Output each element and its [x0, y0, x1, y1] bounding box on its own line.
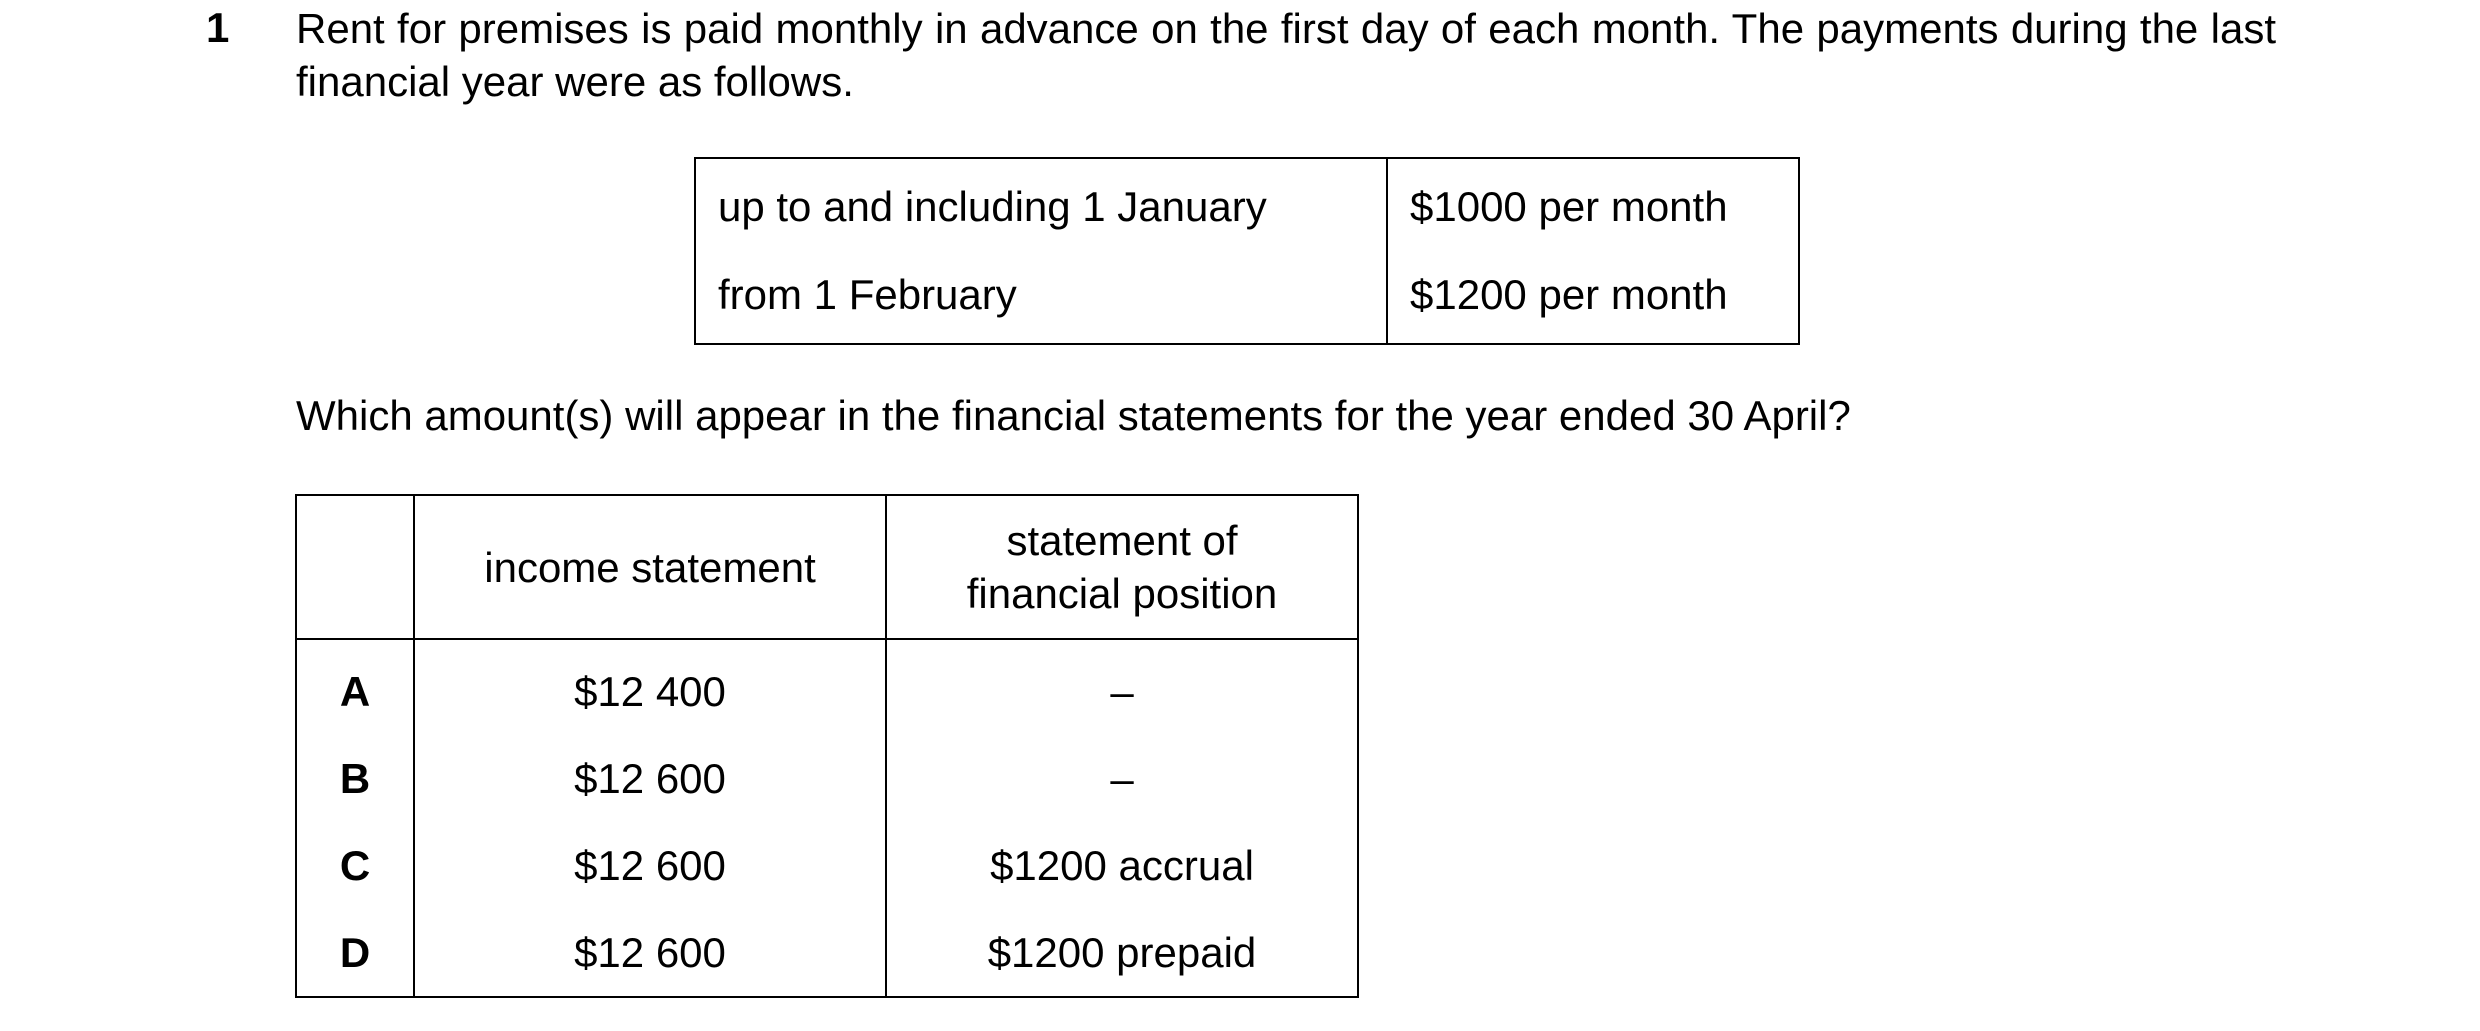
- rent-amount-cell: $1000 per month: [1387, 158, 1799, 251]
- option-row-a[interactable]: [296, 639, 1358, 735]
- rent-payments-table: [694, 157, 1800, 345]
- income-statement-value: $12 600: [414, 822, 886, 909]
- option-letter: B: [296, 735, 414, 822]
- financial-position-header: [886, 495, 1358, 639]
- income-statement-value: $12 400: [414, 639, 886, 735]
- financial-position-value: –: [886, 639, 1358, 735]
- financial-position-value: $1200 prepaid: [886, 909, 1358, 997]
- table-header-row: [296, 495, 1358, 639]
- table-row: [695, 251, 1799, 344]
- option-letter: A: [296, 639, 414, 735]
- financial-position-value: –: [886, 735, 1358, 822]
- table-row: [695, 158, 1799, 251]
- income-statement-value: $12 600: [414, 735, 886, 822]
- rent-period-cell: up to and including 1 January: [695, 158, 1387, 251]
- option-row-c[interactable]: [296, 822, 1358, 909]
- answer-options-table: [295, 494, 1359, 998]
- option-letter: C: [296, 822, 414, 909]
- question-intro: Rent for premises is paid monthly in advance on the first day of each month. The payments during the last financial year were as follows.: [296, 5, 2276, 105]
- option-row-d[interactable]: [296, 909, 1358, 997]
- question-prompt: Which amount(s) will appear in the financial statements for the year ended 30 April?: [296, 392, 1851, 439]
- rent-amount-cell: $1200 per month: [1387, 251, 1799, 344]
- option-row-b[interactable]: [296, 735, 1358, 822]
- income-statement-value: $12 600: [414, 909, 886, 997]
- letter-header: [296, 495, 414, 639]
- financial-position-value: $1200 accrual: [886, 822, 1358, 909]
- income-statement-header: income statement: [414, 495, 886, 639]
- rent-period-cell: from 1 February: [695, 251, 1387, 344]
- option-letter: D: [296, 909, 414, 997]
- question-number: 1: [206, 4, 230, 51]
- financial-position-header-line2: financial position: [966, 570, 1278, 617]
- financial-position-header-line1: statement of: [1006, 517, 1238, 564]
